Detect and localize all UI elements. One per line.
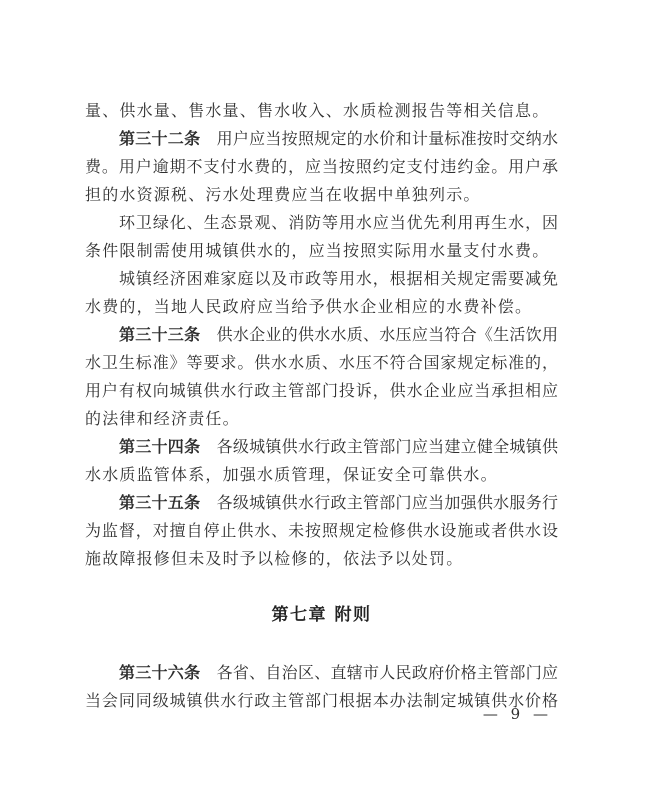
- text-line: [85, 293, 558, 321]
- text-line: [85, 125, 558, 153]
- text-line: [85, 659, 558, 687]
- article-number: 第三十四条: [119, 437, 201, 456]
- text-line: [85, 97, 558, 125]
- body-text-block: [85, 97, 558, 573]
- text-line: [85, 545, 558, 573]
- article-number: 第三十五条: [119, 493, 201, 512]
- text-line: [85, 405, 558, 433]
- text-line: [85, 321, 558, 349]
- article-number: 第三十二条: [119, 129, 201, 148]
- text-line: [85, 209, 558, 237]
- text-line: [85, 461, 558, 489]
- text-segment: 各级城镇供水行政主管部门应当加强供水服务行: [200, 493, 558, 512]
- text-segment: 水水质监管体系，加强水质管理，保证安全可靠供水。: [85, 465, 498, 484]
- text-segment: 水费的，当地人民政府应当给予供水企业相应的水费补偿。: [85, 297, 533, 316]
- text-segment: 费。用户逾期不支付水费的，应当按照约定支付违约金。用户承: [85, 157, 558, 176]
- page-number: — 9 —: [482, 705, 550, 723]
- text-segment: 各省、自治区、直辖市人民政府价格主管部门应: [200, 663, 558, 682]
- text-segment: 的法律和经济责任。: [85, 409, 240, 428]
- text-segment: 施故障报修但未及时予以检修的，依法予以处罚。: [85, 549, 464, 568]
- article-number: 第三十三条: [119, 325, 201, 344]
- text-line: [85, 517, 558, 545]
- text-line: [85, 237, 558, 265]
- text-segment: 当会同同级城镇供水行政主管部门根据本办法制定城镇供水价格: [85, 691, 558, 710]
- document-body: [85, 97, 558, 715]
- article-number: 第三十六条: [119, 663, 201, 682]
- text-segment: 环卫绿化、生态景观、消防等用水应当优先利用再生水，因: [119, 213, 558, 232]
- text-line: [85, 153, 558, 181]
- text-line: [85, 181, 558, 209]
- text-segment: 城镇经济困难家庭以及市政等用水，根据相关规定需要减免: [119, 269, 558, 288]
- text-segment: 量、供水量、售水量、售水收入、水质检测报告等相关信息。: [85, 101, 550, 120]
- text-segment: 为监督，对擅自停止供水、未按照规定检修供水设施或者供水设: [85, 521, 558, 540]
- text-segment: 水卫生标准》等要求。供水水质、水压不符合国家规定标准的，: [85, 353, 558, 372]
- text-line: [85, 265, 558, 293]
- text-segment: 供水企业的供水水质、水压应当符合《生活饮用: [200, 325, 558, 344]
- text-segment: 担的水资源税、污水处理费应当在收据中单独列示。: [85, 185, 481, 204]
- text-segment: 各级城镇供水行政主管部门应当建立健全城镇供: [200, 437, 558, 456]
- text-line: [85, 349, 558, 377]
- text-segment: 用户有权向城镇供水行政主管部门投诉，供水企业应当承担相应: [85, 381, 558, 400]
- text-line: [85, 433, 558, 461]
- text-segment: 用户应当按照规定的水价和计量标准按时交纳水: [200, 129, 558, 148]
- text-segment: 条件限制需使用城镇供水的，应当按照实际用水量支付水费。: [85, 241, 550, 260]
- text-line: [85, 377, 558, 405]
- text-line: [85, 489, 558, 517]
- chapter-heading: 第七章 附则: [271, 605, 372, 625]
